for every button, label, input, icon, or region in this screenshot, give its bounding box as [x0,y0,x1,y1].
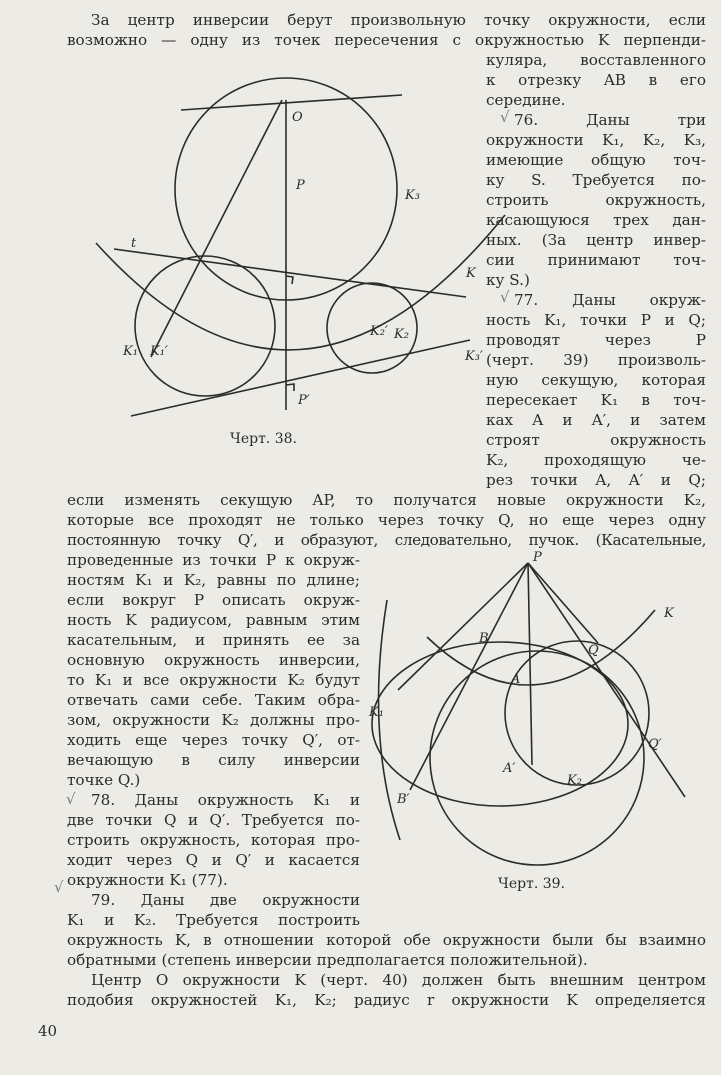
text-line: (черт. 39) произволь- [486,351,706,369]
text-line: к отрезку AB в его [486,71,706,89]
text-line: проведенные из точки P к окруж- [67,551,360,569]
figure-39-caption: Черт. 39. [498,876,565,892]
label-o: O [292,110,303,125]
line-p-aprime [528,563,532,765]
text-line: точке Q.) [67,771,141,789]
label-k1: K₁ [123,344,138,359]
text-line: ку S.) [486,271,530,289]
text-line: если вокруг P описать окруж- [67,591,360,609]
text-line: K₂, проходящую че- [486,451,706,469]
circle-k-arc [427,610,655,685]
text-line: куляра, восставленного [486,51,706,69]
page-number: 40 [38,1022,58,1040]
text-line: основную окружность инверсии, [67,651,360,669]
text-line: ностям K₁ и K₂, равны по длине; [67,571,360,589]
label-k: K [466,266,476,281]
margin-check-mark: √ [500,108,510,126]
text-line: Центр O окружности K (черт. 40) должен быть внешним центром [91,971,706,989]
text-line: которые все проходят не только через точку Q, но еще через одну [67,511,706,529]
line-p-left [398,563,528,690]
text-line: то K₁ и все окружности K₂ будут [67,671,360,689]
text-line: строить окружность, которая про- [67,831,360,849]
text-line: постоянную точку Q′, и образуют, следовательно, пучок. (Касательные, [67,531,706,549]
text-line: проводят через P [486,331,706,349]
text-line: За центр инверсии берут произвольную точку окружности, если [91,11,706,29]
label-a: A [511,672,521,687]
text-line: имеющие общую точ- [486,151,706,169]
text-line: ных. (За центр инвер- [486,231,706,249]
text-line: если изменять секущую AP, то получатся новые окружности K₂, [67,491,706,509]
text-line: середине. [486,91,566,109]
label-k3-prime: K₃′ [465,349,483,364]
margin-check-mark: √ [54,878,64,896]
text-line: касающуюся трех дан- [486,211,706,229]
text-line: рез точки A, A′ и Q; [486,471,706,489]
text-line: две точки Q и Q′. Требуется по- [67,811,360,829]
label-b: B [479,631,489,646]
text-line: 78. Даны окружность K₁ и [91,791,360,809]
margin-check-mark: √ [66,790,76,808]
text-line: 79. Даны две окружности [91,891,360,909]
text-line: отвечать сами себе. Таким обра- [67,691,360,709]
text-line: пересекает K₁ в точ- [486,391,706,409]
line-p-right [528,563,685,797]
label-k2-prime: K₂′ [370,324,388,339]
label-k: K [664,606,674,621]
text-line: ходить еще через точку Q′, от- [67,731,360,749]
label-a-prime: A′ [503,761,516,776]
text-line: окружность K, в отношении которой обе окружности были бы взаимно [67,931,706,949]
text-line: ную секущую, которая [486,371,706,389]
label-b-prime: B′ [397,792,410,807]
label-p: P [533,550,542,565]
label-k3: K₃ [405,188,420,203]
text-line: возможно — одну из точек пересечения с окружностью K перпенди- [67,31,706,49]
label-q: Q [588,643,599,658]
text-line: подобия окружностей K₁, K₂; радиус r окружности K определяется [67,991,706,1009]
text-line: касательным, и принять ее за [67,631,360,649]
figure-38-caption: Черт. 38. [230,431,297,447]
text-line: ходит через Q и Q′ и касается [67,851,360,869]
text-line: ность K радиусом, равным этим [67,611,360,629]
text-line: 76. Даны три [514,111,706,129]
text-line: зом, окружности K₂ должны про- [67,711,360,729]
text-line: обратными (степень инверсии предполагается положительной). [67,951,588,969]
text-line: ку S. Требуется по- [486,171,706,189]
label-t: t [131,236,137,251]
line-p-q [528,563,598,643]
text-line: 77. Даны окруж- [514,291,706,309]
text-line: окружности K₁ (77). [67,871,228,889]
label-k2: K₂ [567,773,582,788]
text-line: K₁ и K₂. Требуется построить [67,911,360,929]
text-line: ность K₁, точки P и Q; [486,311,706,329]
text-line: строят окружность [486,431,706,449]
label-k1-prime: K₁′ [150,344,168,359]
label-k2: K₂ [394,327,409,342]
text-line: строить окружность, [486,191,706,209]
text-line: окружности K₁, K₂, K₃, [486,131,706,149]
text-line: ках A и A′, и затем [486,411,706,429]
label-p: P [296,178,305,193]
label-p-prime: P′ [298,393,310,408]
text-line: сии принимают точ- [486,251,706,269]
margin-check-mark: √ [500,288,510,306]
label-k1: K₁ [369,705,384,720]
label-q-prime: Q′ [648,737,662,752]
text-line: вечающую в силу инверсии [67,751,360,769]
